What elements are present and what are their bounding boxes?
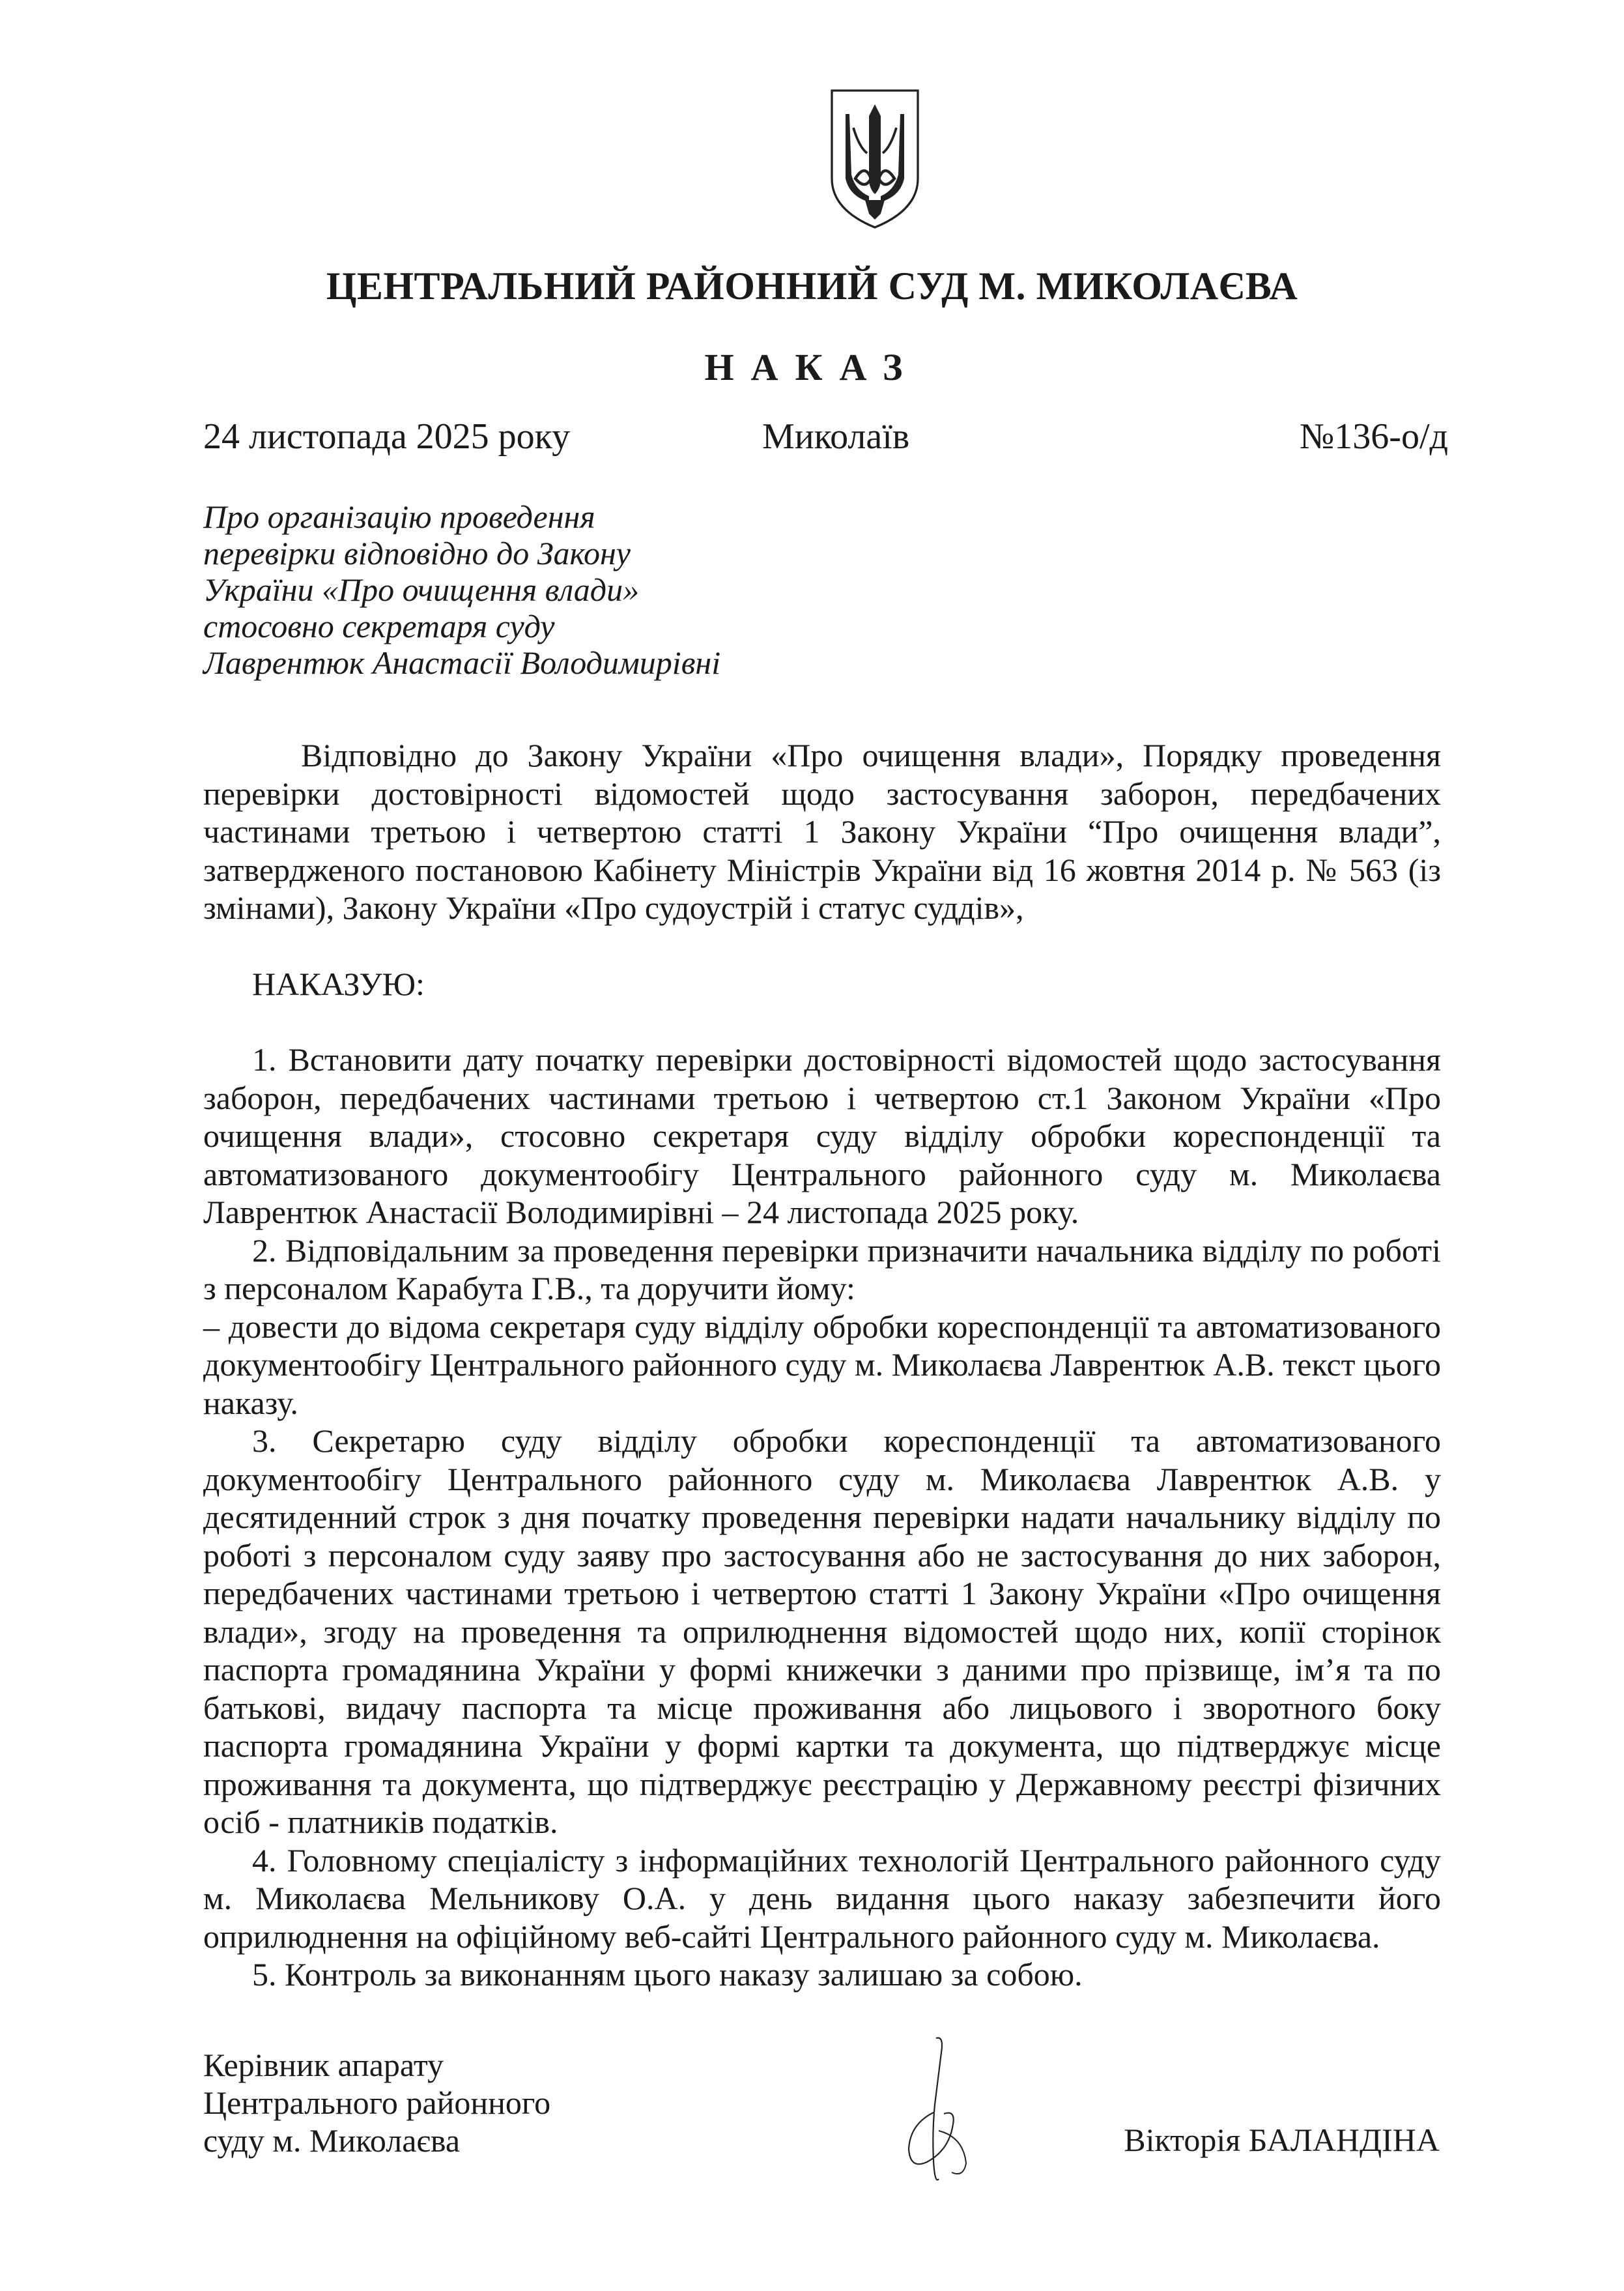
document-number: №136-о/д — [1299, 416, 1448, 457]
document-type: НАКАЗ — [704, 346, 920, 388]
signatory-position-line: Центрального районного — [203, 2084, 551, 2121]
signatory-name: Вікторія БАЛАНДІНА — [1124, 2122, 1440, 2158]
document-subject — [203, 498, 1050, 681]
subject-line: Лаврентюк Анастасії Володимирівні — [203, 644, 721, 681]
order-word: НАКАЗУЮ: — [252, 965, 425, 1002]
document-body — [203, 736, 1441, 1994]
signatory-position — [203, 2046, 550, 2159]
document-date: 24 листопада 2025 року — [203, 416, 571, 457]
signatory-position-line: суду м. Миколаєва — [203, 2122, 461, 2159]
intro-paragraph: Відповідно до Закону України «Про очищення влади», Порядку проведення перевірки достовірності відомостей щодо застосування заборон, передбачених частинами третьою і четвертою статті 1 Закону України “Про очищення влади”, затвердженого постановою Кабінету Міністрів України від 16 жовтня 2014 р. № 563 (із змінами), Закону України «Про судоустрій і статус суддів», — [203, 737, 1441, 926]
order-item-2: 2. Відповідальним за проведення перевірки призначити начальника відділу по роботі з персоналом Карабута Г.В., та доручити йому: — [203, 1232, 1441, 1306]
subject-line: стосовно секретаря суду — [203, 608, 555, 644]
trident-coat-of-arms-icon — [826, 85, 924, 231]
order-item-1: 1. Встановити дату початку перевірки достовірності відомостей щодо застосування заборон, передбачених частинами третьою і четвертою ст.1 Законом України «Про очищення влади», стосовно секретаря суду відділу обробки кореспонденції та автоматизованого документообігу Центрального районного суду м. Миколаєва Лаврентюк Анастасії Володимирівні – 24 листопада 2025 року. — [203, 1041, 1441, 1230]
order-item-4: 4. Головному спеціалісту з інформаційних технологій Центрального районного суду м. Миколаєва Мельникову О.А. у день видання цього наказу забезпечити його оприлюднення на офіційному веб-сайті Центрального районного суду м. Миколаєва. — [203, 1841, 1441, 1955]
document-city: Миколаїв — [762, 416, 910, 457]
order-item-2-subitem: – довести до відома секретаря суду відділу обробки кореспонденції та автоматизованого документообігу Центрального районного суду м. Миколаєва Лаврентюк А.В. текст цього наказу. — [203, 1308, 1441, 1421]
subject-line: перевірки відповідно до Закону — [203, 535, 631, 571]
subject-line: України «Про очищення влади» — [203, 571, 640, 608]
order-item-5: 5. Контроль за виконанням цього наказу залишаю за собою. — [252, 1956, 1083, 1993]
court-name: ЦЕНТРАЛЬНИЙ РАЙОННИЙ СУД М. МИКОЛАЄВА — [326, 265, 1298, 308]
signatory-position-line: Керівник апарату — [203, 2047, 444, 2083]
handwritten-signature — [896, 2033, 980, 2189]
order-item-3: 3. Секретарю суду відділу обробки кореспонденції та автоматизованого документообігу Центрального районного суду м. Миколаєва Лаврентюк А.В. у десятиденний строк з дня початку проведення перевірки надати начальнику відділу по роботі з персоналом суду заяву про застосування або не застосування до них заборон, передбачених частинами третьою і четвертою статті 1 Закону України «Про очищення влади», згоду на проведення та оприлюднення відомостей щодо них, копії сторінок паспорта громадянина України у формі книжечки з даними про прізвище, ім’я та по батькові, видачу паспорта та місце проживання або лицьового і зворотного боку паспорта громадянина України у формі картки та документа, що підтверджує місце проживання та документа, що підтверджує реєстрацію у Державному реєстрі фізичних осіб - платників податків. — [203, 1422, 1441, 1840]
subject-line: Про організацію проведення — [203, 498, 595, 535]
